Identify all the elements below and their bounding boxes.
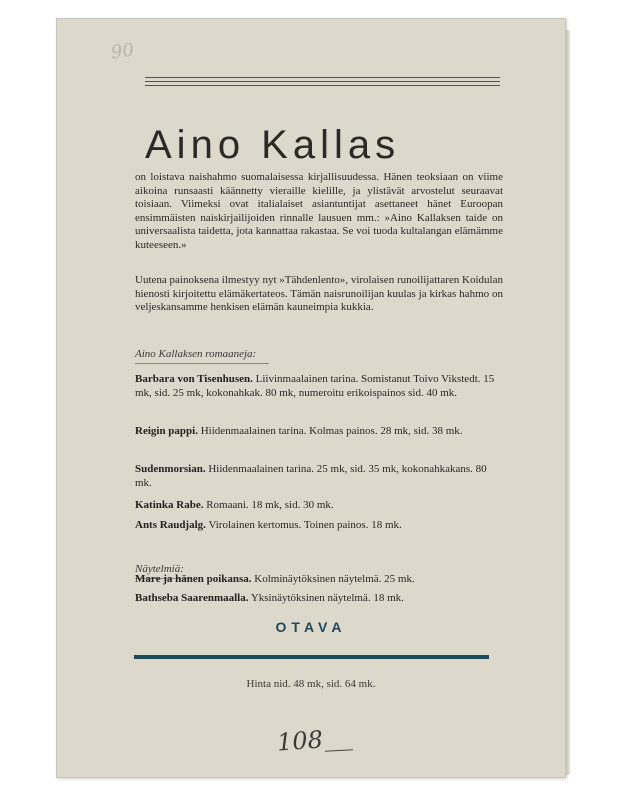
novels-heading: Aino Kallaksen romaaneja: — [135, 348, 257, 360]
book-description: Hiidenmaalainen tarina. Kolmas painos. 28 mk, sid. 38 mk. — [200, 425, 463, 437]
handwritten-price-mark: 108 — [276, 725, 324, 757]
price-line: Hinta nid. 48 mk, sid. 64 mk. — [246, 678, 376, 690]
publisher-name: OTAVA — [275, 619, 347, 635]
book-description: Hiidenmaalainen tarina. 25 mk, sid. 35 mk, kokonahkakans. 80 mk. — [135, 463, 487, 489]
author-title: Aino Kallas — [145, 123, 401, 167]
pencil-mark-corner: 90 — [109, 39, 136, 64]
book-title: Katinka Rabe. — [135, 499, 204, 511]
book-back-cover — [56, 18, 566, 778]
book-entry — [135, 519, 503, 533]
publisher-rule — [134, 655, 489, 659]
book-entry — [135, 373, 503, 400]
play-entry — [135, 573, 503, 587]
book-entry — [135, 463, 503, 490]
play-title: Mare ja hänen poikansa. — [135, 573, 252, 585]
tahdenlento-paragraph: Uutena painoksena ilmestyy nyt »Tähdenlento», virolaisen runoilijattaren Koidulan hienosti kirjoitettu elämäkertateos. Tämän naisrunoilijan kuulas ja kirkas hahmo on veljeskansamme henkisen elämän kauneimpia kukkia. — [135, 274, 503, 313]
novels-heading-underline — [135, 363, 269, 364]
plays-heading: Näytelmiä: — [135, 563, 184, 575]
play-entry — [135, 592, 503, 606]
top-triple-rule — [145, 77, 500, 89]
book-title: Sudenmorsian. — [135, 463, 206, 475]
handwritten-dash — [325, 749, 353, 751]
book-title: Reigin pappi. — [135, 425, 198, 437]
book-entry — [135, 425, 503, 439]
play-title: Bathseba Saarenmaalla. — [135, 592, 249, 604]
book-description: Liivinmaalainen tarina. Somistanut Toivo Vikstedt. 15 mk, sid. 25 mk, kokonahkak. 80 mk, numeroitu erikoispainos sid. 40 mk. — [135, 373, 495, 399]
book-entry — [135, 499, 503, 513]
book-title: Barbara von Tisenhusen. — [135, 373, 253, 385]
play-description: Yksinäytöksinen näytelmä. 18 mk. — [250, 592, 404, 604]
book-description: Virolainen kertomus. Toinen painos. 18 mk. — [208, 519, 402, 531]
play-description: Kolminäytöksinen näytelmä. 25 mk. — [254, 573, 415, 585]
intro-paragraph: on loistava naishahmo suomalaisessa kirjallisuudessa. Hänen teoksiaan on viime aikoina runsaasti käännetty vieraille kielille, ja ylistävät arvostelut seuraavat toisiaan. Viimeksi ovat italialaiset asiantuntijat asettaneet hänet Euroopan ensimmäisten naiskirjailijoiden rinnalle lausuen mm.: »Aino Kallaksen taide on universaalista taidetta, jota kannattaa rakastaa. Se voi tuoda kultalangan elämämme kuteeseen.» — [135, 171, 503, 251]
book-title: Ants Raudjalg. — [135, 519, 206, 531]
book-description: Romaani. 18 mk, sid. 30 mk. — [206, 499, 334, 511]
